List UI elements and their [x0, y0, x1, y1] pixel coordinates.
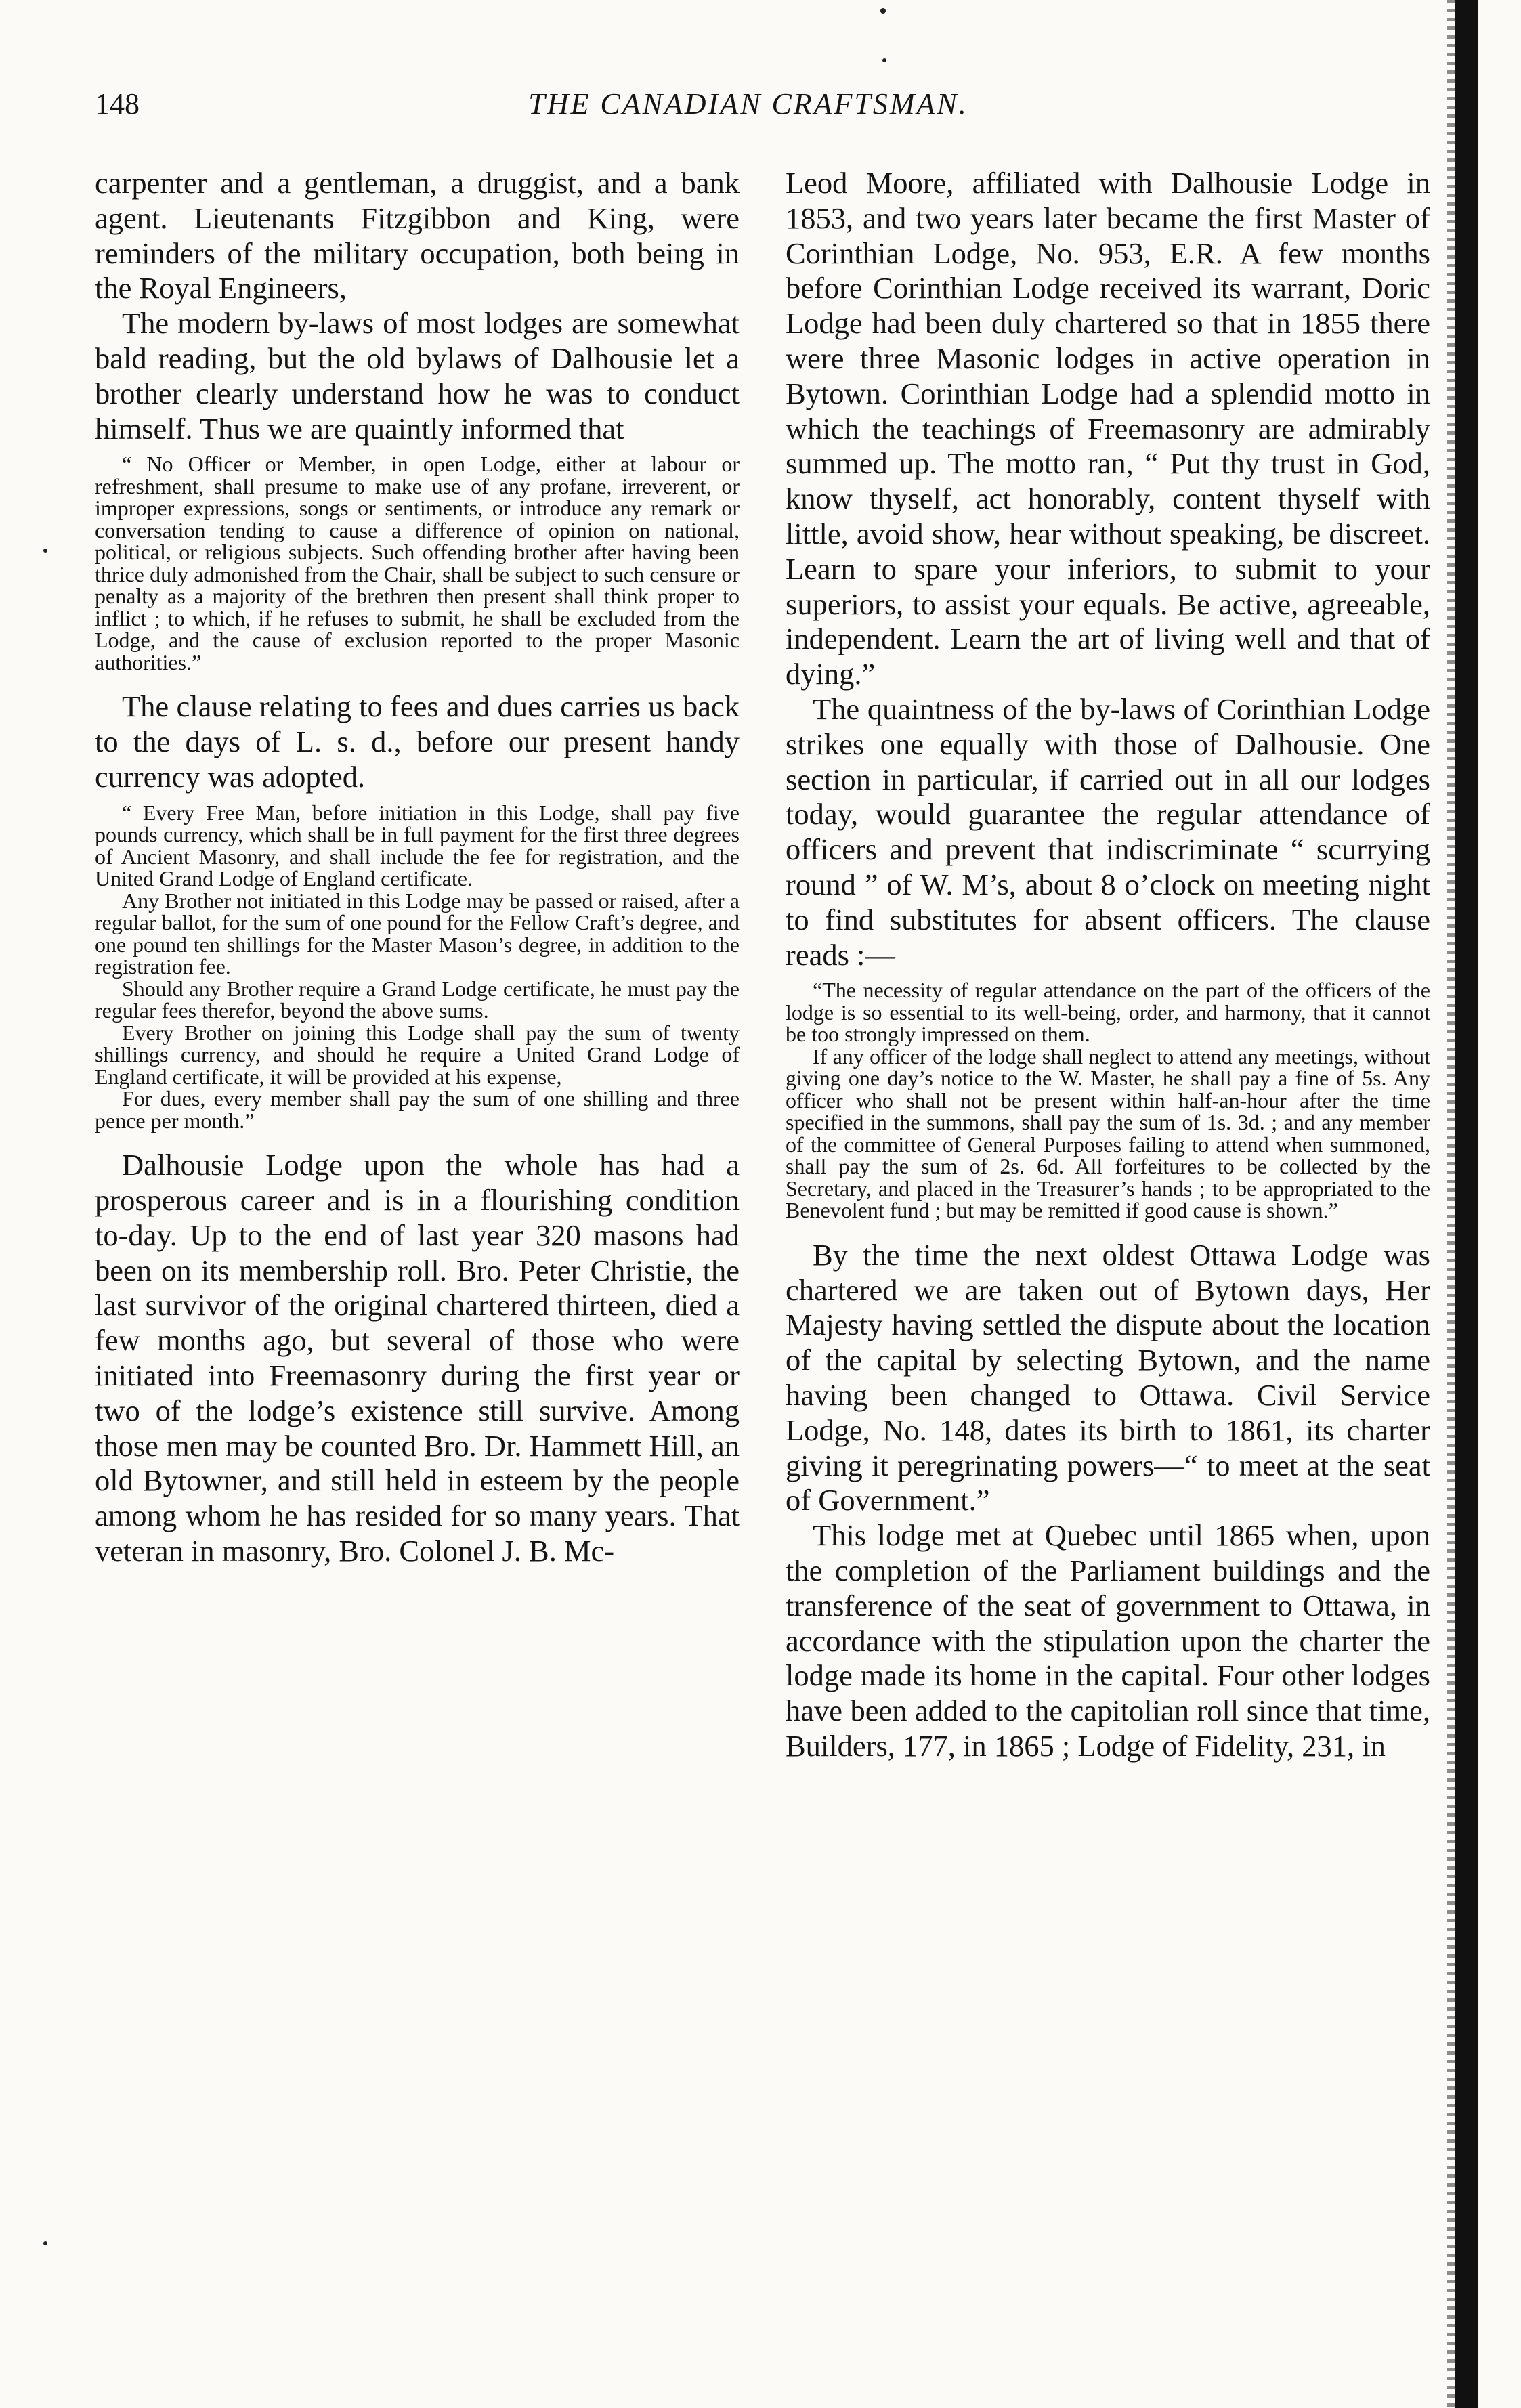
- page-header: [95, 87, 1402, 134]
- bylaw-quote-conduct: [95, 453, 740, 673]
- bylaw-fees-passing: Any Brother not initiated in this Lodge may be passed or raised, after a regular ballot, for the sum of one pound for the Fellow Craft’s degree, and one pound ten shillings for the Master Mason’s degree, in addition to the registration fee.: [95, 888, 740, 979]
- left-paragraph-1: carpenter and a gentleman, a druggist, and a bank agent. Lieutenants Fitzgibbon and King, were reminders of the military occupation, both being in the Royal Engineers,: [95, 166, 740, 305]
- print-speck: [43, 2241, 47, 2245]
- left-paragraph-4: Dalhousie Lodge upon the whole has had a prosperous career and is in a flourishing condition to-day. Up to the end of last year 320 masons had been on its membership roll. Bro. Peter Christie, the last survivor of the original chartered thirteen, died a few months ago, but several of those who were initiated into Freemasonry during the first year or two of the lodge’s existence still survive. Among those men may be counted Bro. Dr. Hammett Hill, an old Bytowner, and still held in esteem by the people among whom he has resided for so many years. That veteran in masonry, Bro. Colonel J. B. Mc-: [95, 1148, 740, 1568]
- bylaw-quote-fees: [95, 802, 740, 1132]
- left-column: [95, 166, 740, 1569]
- right-paragraph-4: This lodge met at Quebec until 1865 when, upon the completion of the Parliament buildings and the transference of the seat of government to Ottawa, in accordance with the stipulation upon the charter the lodge made its home in the capital. Four other lodges have been added to the capitolian roll since that time, Builders, 177, in 1865 ; Lodge of Fidelity, 231, in: [786, 1518, 1430, 1763]
- running-title: THE CANADIAN CRAFTSMAN.: [528, 87, 968, 121]
- right-column: [786, 166, 1430, 1764]
- bylaw-fees-joining: Every Brother on joining this Lodge shall pay the sum of twenty shillings currency, and should he require a United Grand Lodge of England certificate, it will be provided at his expense,: [95, 1020, 740, 1089]
- page-number: 148: [95, 87, 140, 121]
- bylaw-attendance-fines: If any officer of the lodge shall neglect to attend any meetings, without giving one day’s notice to the W. Master, he shall pay a fine of 5s. Any officer who shall not be present within half-an-hour after the time specified in the summons, shall pay the sum of 1s. 3d. ; and any member of the committee of General Purposes failing to attend when summoned, shall pay the sum of 2s. 6d. All forfeitures to be collected by the Secretary, and placed in the Treasurer’s hands ; to be appropriated to the Benevolent fund ; but may be remitted if good cause is shown.”: [786, 1044, 1430, 1223]
- left-paragraph-3: The clause relating to fees and dues carries us back to the days of L. s. d., before our present handy currency was adopted.: [95, 689, 740, 794]
- left-paragraph-2: The modern by-laws of most lodges are somewhat bald reading, but the old bylaws of Dalhousie let a brother clearly understand how he was to conduct himself. Thus we are quaintly informed that: [95, 306, 740, 446]
- bylaw-fees-certificate: Should any Brother require a Grand Lodge certificate, he must pay the regular fees therefor, beyond the above sums.: [95, 976, 740, 1023]
- print-speck: [882, 58, 886, 62]
- print-speck: [880, 8, 886, 14]
- right-paragraph-1: Leod Moore, affiliated with Dalhousie Lodge in 1853, and two years later became the first Master of Corinthian Lodge, No. 953, E.R. A few months before Corinthian Lodge received its warrant, Doric Lodge had been duly chartered so that in 1855 there were three Masonic lodges in active operation in Bytown. Corinthian Lodge had a splendid motto in which the teachings of Freemasonry are admirably summed up. The motto ran, “ Put thy trust in God, know thyself, act honorably, content thyself with little, avoid show, hear without speaking, be discreet. Learn to spare your inferiors, to submit to your superiors, to assist your equals. Be active, agreeable, independent. Learn the art of living well and that of dying.”: [786, 166, 1430, 691]
- bylaw-quote-conduct-text: “ No Officer or Member, in open Lodge, either at labour or refreshment, shall presume to make use of any profane, irreverent, or improper expressions, songs or sentiments, or introduce any remark or conversation tending to cause a difference of opinion on national, political, or religious subjects. Such offending brother after having been thrice duly admonished from the Chair, shall be subject to such censure or penalty as a majority of the brethren then present shall think proper to inflict ; to which, if he refuses to submit, he shall be excluded from the Lodge, and the cause of exclusion reported to the proper Masonic authorities.”: [95, 452, 740, 674]
- bylaw-attendance-intro: “The necessity of regular attendance on the part of the officers of the lodge is so essential to its well-being, order, and harmony, that it cannot be too strongly impressed on them.: [786, 978, 1430, 1047]
- bylaw-fees-dues: For dues, every member shall pay the sum of one shilling and three pence per month.”: [95, 1086, 740, 1133]
- binding-edge: [1455, 0, 1478, 2408]
- bylaw-quote-attendance: [786, 979, 1430, 1222]
- right-paragraph-2: The quaintness of the by-laws of Corinthian Lodge strikes one equally with those of Dalhousie. One section in particular, if carried out in all our lodges today, would guarantee the regular attendance of officers and prevent that indiscriminate “ scurrying round ” of W. M’s, about 8 o’clock on meeting night to find substitutes for absent officers. The clause reads :—: [786, 691, 1430, 972]
- print-speck: [43, 549, 47, 553]
- right-paragraph-3: By the time the next oldest Ottawa Lodge was chartered we are taken out of Bytown days, Her Majesty having settled the dispute about the location of the capital by selecting Bytown, and the name having been changed to Ottawa. Civil Service Lodge, No. 148, dates its birth to 1861, its charter giving it peregrinating powers—“ to meet at the seat of Government.”: [786, 1237, 1430, 1518]
- bylaw-fees-initiation: “ Every Free Man, before initiation in this Lodge, shall pay five pounds currency, which shall be in full payment for the first three degrees of Ancient Masonry, and shall include the fee for registration, and the United Grand Lodge of England certificate.: [95, 800, 740, 891]
